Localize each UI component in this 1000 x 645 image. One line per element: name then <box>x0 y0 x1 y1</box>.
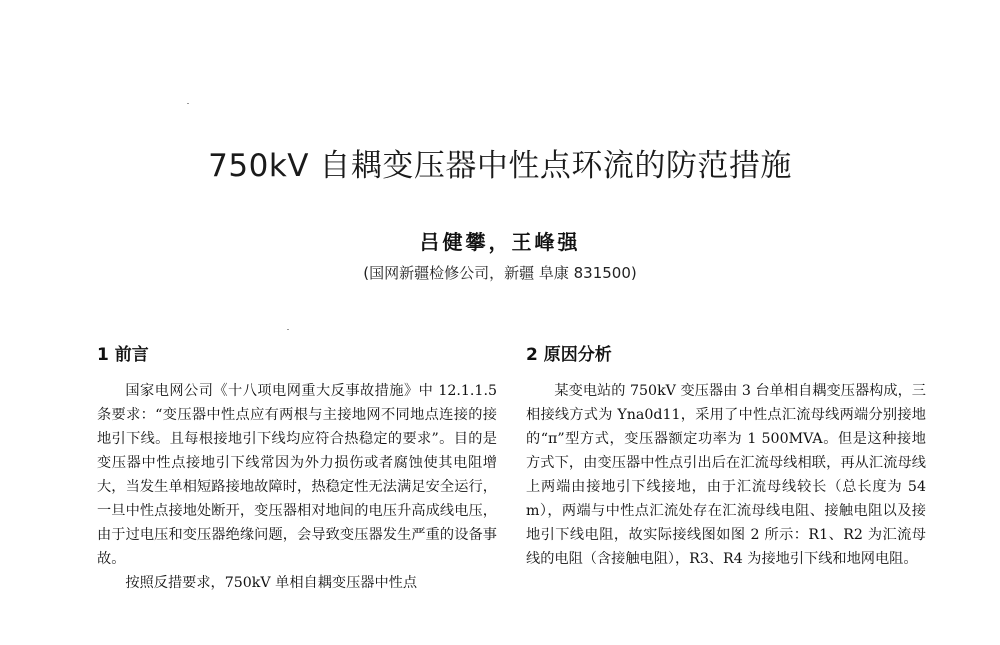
body-paragraph: 国家电网公司《十八项电网重大反事故措施》中 12.1.1.5 条要求：“变压器中性点应有两根与主接地网不同地点连接的接地引下线。且每根接地引下线均应符合热稳定的要求”。目的是变压器中性点接地引下线常因为外力损伤或者腐蚀使其电阻增大，当发生单相短路接地故障时，热稳定性无法满足安全运行，一旦中性点接地处断开，变压器相对地间的电压升高成线电压，由于过电压和变压器绝缘问题，会导致变压器发生严重的设备事故。 <box>97 383 497 567</box>
column-left <box>97 340 497 595</box>
paper-authors: 吕健攀，王峰强 <box>419 230 581 254</box>
scan-speck <box>187 103 189 104</box>
column-right <box>526 340 926 571</box>
paper-affiliation: (国网新疆检修公司，新疆 阜康 831500) <box>363 264 637 282</box>
scan-speck <box>287 329 289 330</box>
section-heading-cause-analysis: 2 原因分析 <box>526 345 612 365</box>
section-heading-introduction: 1 前言 <box>97 345 149 365</box>
body-paragraph: 按照反措要求，750kV 单相自耦变压器中性点 <box>125 575 418 591</box>
paper-title: 750kV 自耦变压器中性点环流的防范措施 <box>208 148 792 184</box>
body-paragraph: 某变电站的 750kV 变压器由 3 台单相自耦变压器构成，三相接线方式为 Yna0d11，采用了中性点汇流母线两端分别接地的“π”型方式，变压器额定功率为 1 500MVA。但是这种接地方式下，由变压器中性点引出后在汇流母线相联，再从汇流母线上两端由接地引下线接地，由于汇流母线较长（总长度为 54m），两端与中性点汇流处存在汇流母线电阻、接触电阻以及接地引下线电阻，故实际接线图如图 2 所示：R1、R2 为汇流母线的电阻（含接触电阻），R3、R4 为接地引下线和地网电阻。 <box>526 383 926 567</box>
